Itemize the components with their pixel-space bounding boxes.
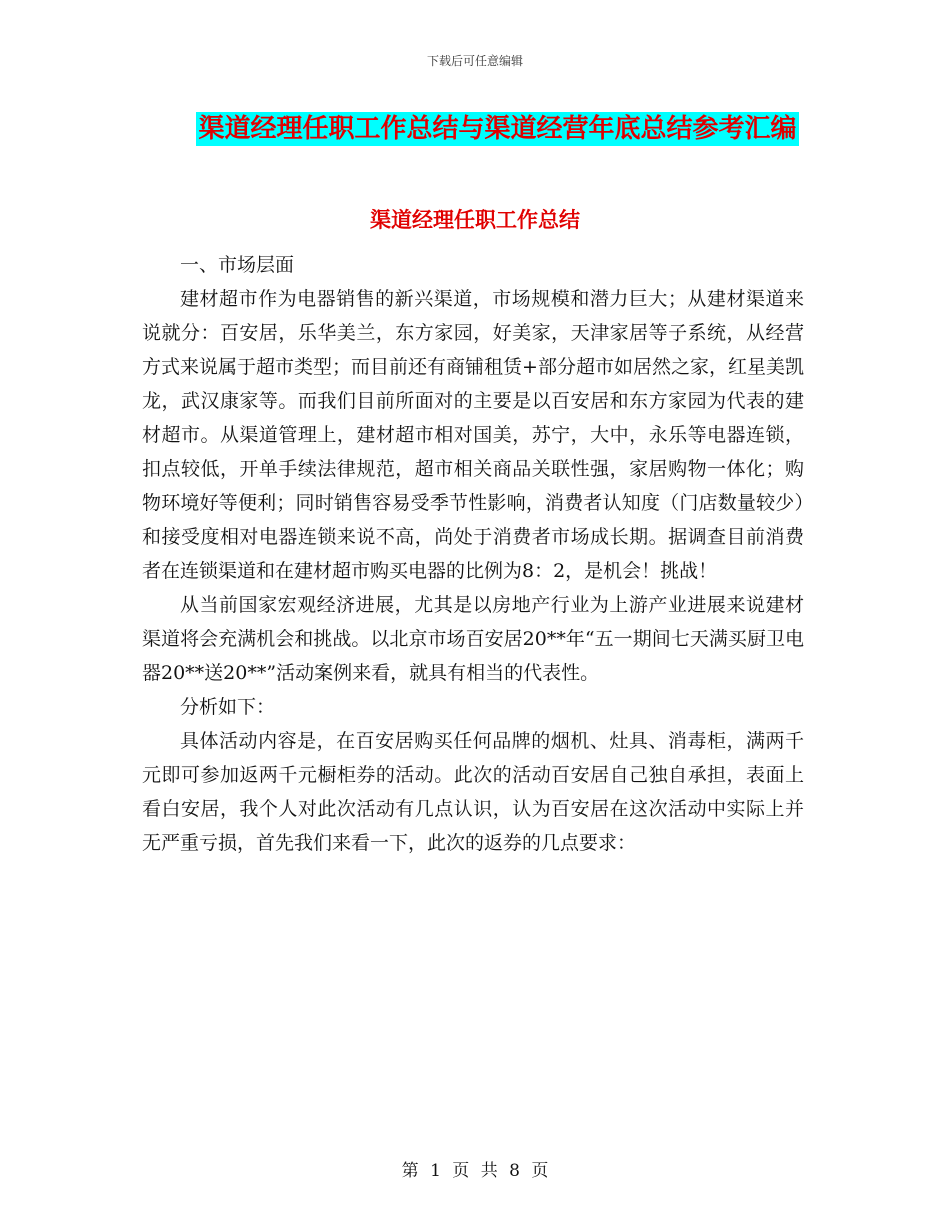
- page-header-note: 下载后可任意编辑: [426, 54, 523, 68]
- page-footer: 第 1 页 共 8 页: [401, 1161, 549, 1181]
- paragraph: 建材超市作为电器销售的新兴渠道，市场规模和潜力巨大；从建材渠道来说就分：百安居，乐华美兰，东方家园，好美家，天津家居等子系统，从经营方式来说属于超市类型；而目前还有商铺租赁+部分超市如居然之家，红星美凯龙，武汉康家等。而我们目前所面对的主要是以百安居和东方家园为代表的建材超市。从渠道管理上，建材超市相对国美，苏宁，大中，永乐等电器连锁，扣点较低，开单手续法律规范，超市相关商品关联性强，家居购物一体化；购物环境好等便利；同时销售容易受季节性影响，消费者认知度（门店数量较少）和接受度相对电器连锁来说不高，尚处于消费者市场成长期。据调查目前消费者在连锁渠道和在建材超市购买电器的比例为8：2，是机会！挑战！: [142, 288, 804, 582]
- paragraph: 具体活动内容是，在百安居购买任何品牌的烟机、灶具、消毒柜，满两千元即可参加返两千元橱柜券的活动。此次的活动百安居自己独自承担，表面上看白安居，我个人对此次活动有几点认识，认为百安居在这次活动中实际上并无严重亏损，首先我们来看一下，此次的返券的几点要求：: [142, 730, 804, 854]
- section-title: 渠道经理任职工作总结: [370, 208, 580, 232]
- document-title-container: [0, 112, 950, 146]
- paragraph: 从当前国家宏观经济进展，尤其是以房地产行业为上游产业进展来说建材渠道将会充满机会和挑战。以北京市场百安居20**年“五一期间七天满买厨卫电器20**送20**”活动案例来看，就具有相当的代表性。: [142, 594, 804, 684]
- paragraph: 分析如下：: [180, 696, 276, 718]
- document-body: [142, 248, 804, 860]
- document-title: 渠道经理任职工作总结与渠道经营年底总结参考汇编: [198, 114, 797, 144]
- paragraph-heading-market: 一、市场层面: [180, 254, 295, 276]
